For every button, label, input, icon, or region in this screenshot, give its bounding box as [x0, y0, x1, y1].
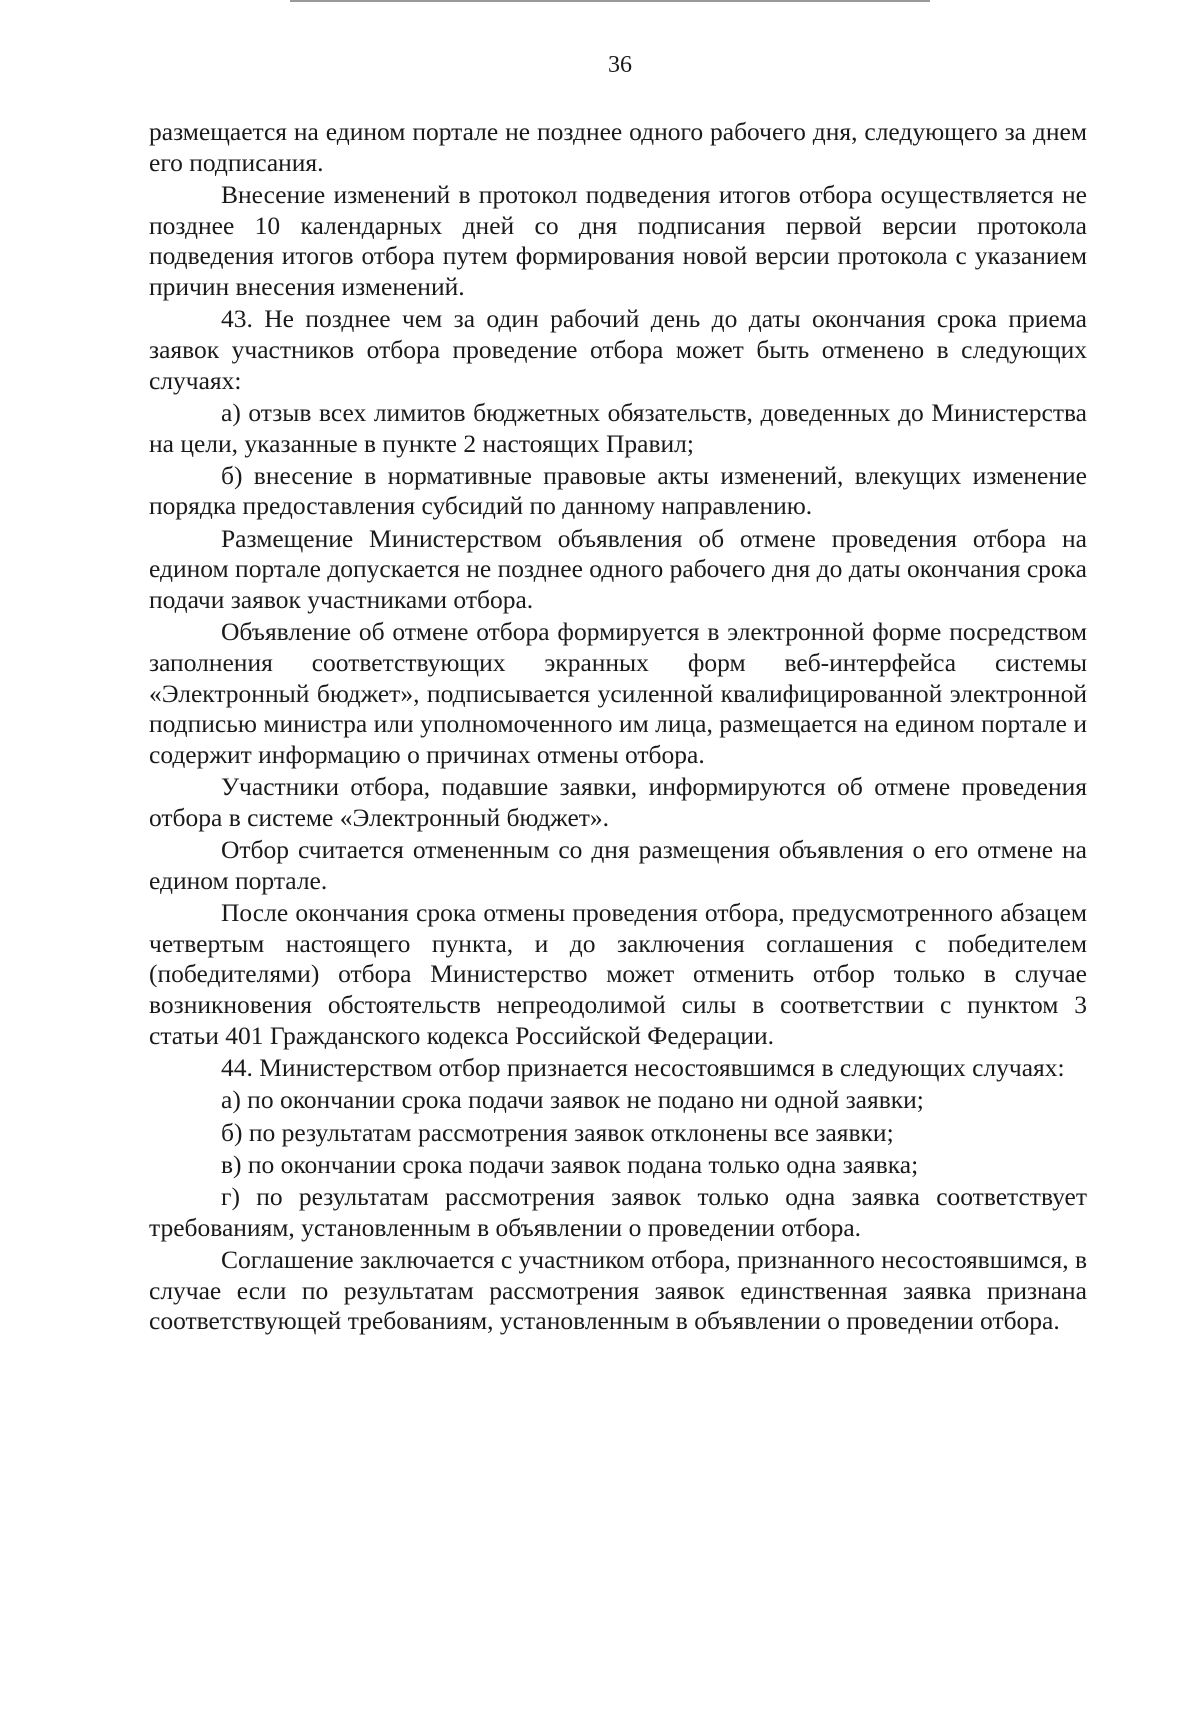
paragraph-continuation: размещается на едином портале не позднее одного рабочего дня, следующего за днем его подписания. [149, 117, 1087, 177]
page-number: 36 [608, 52, 632, 78]
paragraph-clause-44-b: б) по результатам рассмотрения заявок отклонены все заявки; [221, 1117, 894, 1147]
paragraph-clause-44: 44. Министерством отбор признается несостоявшимся в следующих случаях: [221, 1053, 1065, 1083]
paragraph-clause-43: 43. Не позднее чем за один рабочий день до даты окончания срока приема заявок участников отбора проведение отбора может быть отменено в следующих случаях: [149, 304, 1087, 395]
paragraph-force-majeure: После окончания срока отмены проведения отбора, предусмотренного абзацем четвертым настоящего пункта, и до заключения соглашения с победителем (победителями) отбора Министерство может отменить отбор только в случае возникновения обстоятельств непреодолимой силы в соответствии с пунктом 3 статьи 401 Гражданского кодекса Российской Федерации. [149, 898, 1087, 1050]
paragraph-cancel-notice-placement: Размещение Министерством объявления об отмене проведения отбора на едином портале допускается не позднее одного рабочего дня до даты окончания срока подачи заявок участниками отбора. [149, 523, 1087, 615]
paragraph-cancel-notice-form: Объявление об отмене отбора формируется в электронной форме посредством заполнения соответствующих экранных форм веб-интерфейса системы «Электронный бюджет», подписывается усиленной квалифицированной электронной подписью министра или уполномоченного им лица, размещается на едином портале и содержит информацию о причинах отмены отбора. [149, 617, 1087, 770]
paragraph-clause-44-g: г) по результатам рассмотрения заявок только одна заявка соответствует требованиям, установленным в объявлении о проведении отбора. [149, 1181, 1087, 1242]
paragraph-clause-44-a: а) по окончании срока подачи заявок не подано ни одной заявки; [221, 1085, 924, 1115]
paragraph-clause-43-a: а) отзыв всех лимитов бюджетных обязательств, доведенных до Министерства на цели, указанные в пункте 2 настоящих Правил; [149, 397, 1087, 458]
paragraph-cancel-effective: Отбор считается отмененным со дня размещения объявления о его отмене на едином портале. [149, 835, 1087, 895]
document-body [149, 117, 1087, 1338]
paragraph-participants-informed: Участники отбора, подавшие заявки, информируются об отмене проведения отбора в системе «Электронный бюджет». [149, 772, 1087, 832]
top-edge-rule [290, 0, 930, 2]
paragraph-agreement: Соглашение заключается с участником отбора, признанного несостоявшимся, в случае если по результатам рассмотрения заявок единственная заявка признана соответствующей требованиям, установленным в объявлении о проведении отбора. [149, 1244, 1087, 1336]
paragraph-clause-44-v: в) по окончании срока подачи заявок подана только одна заявка; [221, 1149, 919, 1179]
paragraph-protocol-changes: Внесение изменений в протокол подведения итогов отбора осуществляется не позднее 10 календарных дней со дня подписания первой версии протокола подведения итогов отбора путем формирования новой версии протокола с указанием причин внесения изменений. [149, 179, 1087, 302]
paragraph-clause-43-b: б) внесение в нормативные правовые акты изменений, влекущих изменение порядка предоставления субсидий по данному направлению. [149, 460, 1087, 521]
